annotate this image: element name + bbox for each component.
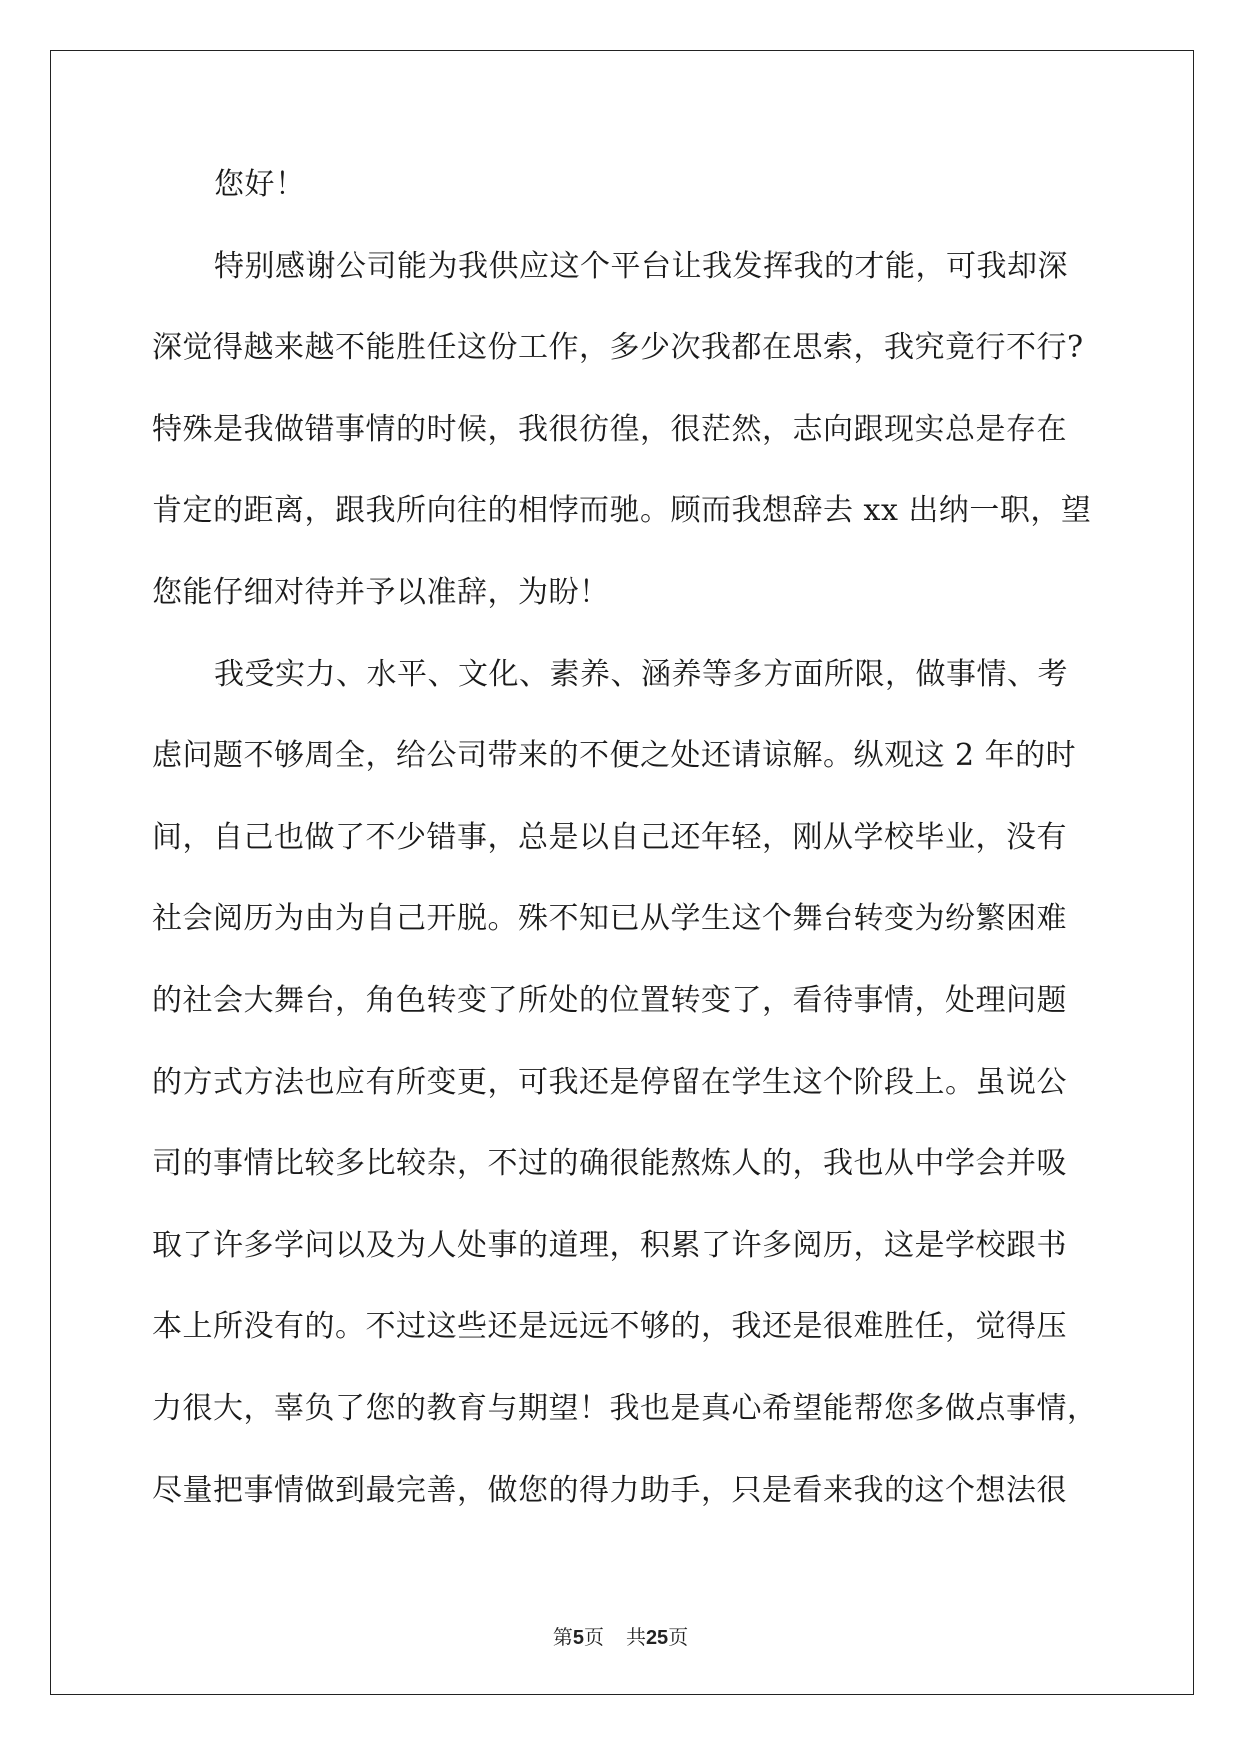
footer-page-suffix: 页 [583,1625,604,1649]
text-line: 深觉得越来越不能胜任这份工作，多少次我都在思索，我究竟行不行? [152,330,1084,366]
text-line: 虑问题不够周全，给公司带来的不便之处还请谅解。纵观这 2 年的时 [152,738,1077,774]
text-line: 本上所没有的。不过这些还是远远不够的，我还是很难胜任，觉得压 [152,1309,1067,1345]
page-footer [0,1621,1241,1650]
text-line: 的方式方法也应有所变更，可我还是停留在学生这个阶段上。虽说公 [152,1064,1067,1100]
text-line: 司的事情比较多比较杂，不过的确很能熬炼人的，我也从中学会并吸 [152,1146,1067,1182]
text-line: 特别感谢公司能为我供应这个平台让我发挥我的才能，可我却深 [214,248,1068,284]
text-line: 社会阅历为由为自己开脱。殊不知已从学生这个舞台转变为纷繁困难 [152,901,1067,937]
text-line: 我受实力、水平、文化、素养、涵养等多方面所限，做事情、考 [214,656,1068,692]
text-line: 肯定的距离，跟我所向往的相悖而驰。顾而我想辞去 xx 出纳一职，望 [152,493,1092,529]
text-line: 间，自己也做了不少错事，总是以自己还年轻，刚从学校毕业，没有 [152,819,1067,855]
footer-prefix: 第 [552,1625,573,1649]
text-line: 您能仔细对待并予以准辞，为盼！ [152,574,610,610]
footer-total-suffix: 页 [668,1625,689,1649]
text-line: 的社会大舞台，角色转变了所处的位置转变了，看待事情，处理问题 [152,982,1067,1018]
text-line: 您好！ [214,167,306,202]
footer-total-prefix: 共 [625,1625,646,1649]
text-line: 尽量把事情做到最完善，做您的得力助手，只是看来我的这个想法很 [152,1472,1067,1508]
letter-body [152,162,1098,1549]
text-line: 取了许多学问以及为人处事的道理，积累了许多阅历，这是学校跟书 [152,1227,1067,1263]
text-line: 特殊是我做错事情的时候，我很彷徨，很茫然，志向跟现实总是存在 [152,411,1067,447]
current-page-number: 5 [572,1627,584,1649]
text-line: 力很大，辜负了您的教育与期望！我也是真心希望能帮您多做点事情， [152,1390,1098,1426]
total-page-count: 25 [645,1627,669,1649]
